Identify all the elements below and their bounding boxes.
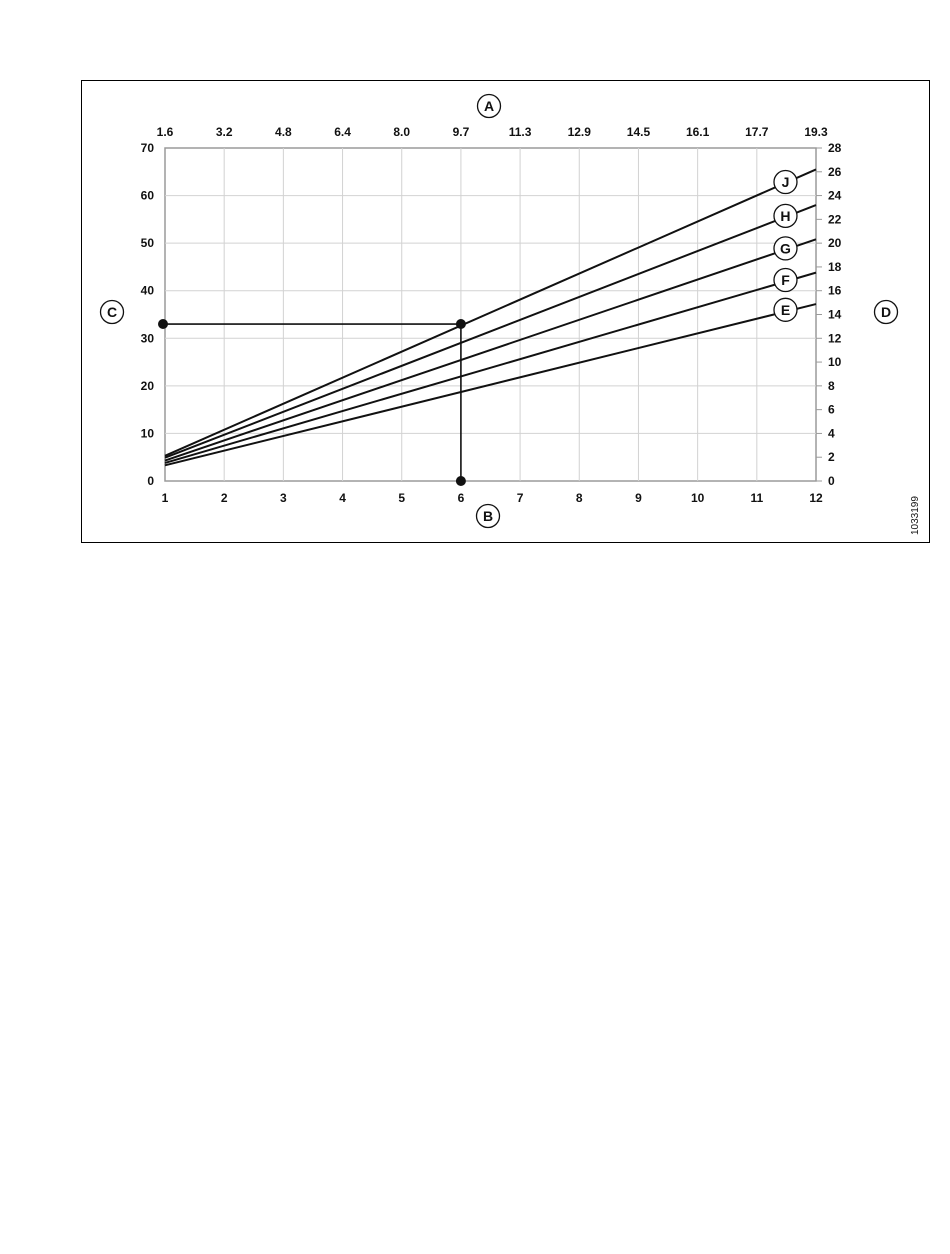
x-tick-bottom: 2: [220, 491, 228, 505]
y-tick-left: 10: [140, 426, 154, 441]
reference-marker: [158, 319, 168, 329]
x-tick-bottom: 11: [750, 491, 764, 505]
x-tick-bottom: 5: [398, 491, 406, 505]
x-tick-top: 17.7: [745, 125, 769, 139]
x-tick-top: 12.9: [567, 125, 591, 139]
y-tick-right: 6: [828, 402, 835, 417]
y-tick-left: 40: [140, 283, 154, 298]
y-tick-right: 22: [828, 212, 842, 227]
y-tick-right: 8: [828, 378, 835, 393]
series-label-f: [774, 269, 797, 292]
x-tick-bottom: 7: [516, 491, 524, 505]
svg-text:J: J: [781, 174, 790, 191]
callout-left-axis: [101, 301, 124, 324]
x-tick-top: 3.2: [215, 125, 233, 139]
y-tick-right: 26: [828, 164, 842, 179]
plot-area: [165, 148, 816, 481]
svg-text:G: G: [780, 240, 791, 257]
y-tick-right: 2: [828, 450, 835, 465]
y-tick-right: 24: [828, 188, 842, 203]
x-tick-top: 14.5: [626, 125, 651, 139]
series-label-j: [774, 171, 797, 194]
y-tick-left: 50: [140, 236, 154, 251]
x-tick-top: 4.8: [275, 125, 292, 139]
callout-bottom-axis: [477, 505, 500, 528]
x-tick-bottom: 1: [161, 491, 169, 505]
x-tick-top: 19.3: [804, 125, 828, 139]
y-tick-right: 12: [828, 331, 842, 346]
svg-text:F: F: [781, 272, 790, 289]
callout-top-axis: [478, 95, 501, 118]
y-tick-left: 30: [140, 331, 154, 346]
y-tick-right: 4: [828, 426, 835, 441]
y-tick-right: 10: [828, 355, 842, 370]
x-tick-bottom: 3: [280, 491, 287, 505]
y-tick-right: 0: [828, 474, 835, 488]
y-tick-left: 60: [140, 188, 154, 203]
figure-id: 1033199: [910, 496, 921, 535]
x-tick-bottom: 10: [690, 491, 705, 505]
x-tick-bottom: 9: [635, 491, 642, 505]
series-label-h: [774, 204, 797, 227]
x-tick-top: 11.3: [508, 125, 532, 139]
x-tick-bottom: 6: [457, 491, 465, 505]
y-tick-left: 0: [147, 474, 154, 488]
x-tick-top: 8.0: [393, 125, 411, 139]
x-tick-bottom: 4: [339, 491, 346, 505]
x-tick-bottom: 8: [575, 491, 583, 505]
y-tick-right: 14: [828, 307, 842, 322]
svg-text:A: A: [483, 98, 495, 114]
y-tick-left: 70: [140, 141, 154, 155]
y-tick-right: 18: [828, 259, 842, 274]
svg-text:D: D: [880, 304, 892, 320]
x-tick-top: 6.4: [334, 125, 351, 139]
svg-text:C: C: [106, 304, 118, 320]
y-tick-right: 16: [828, 283, 842, 298]
x-tick-bottom: 12: [809, 491, 823, 505]
svg-text:E: E: [780, 301, 791, 318]
x-tick-top: 9.7: [452, 125, 470, 139]
y-tick-left: 20: [140, 378, 154, 393]
y-tick-right: 20: [828, 236, 842, 251]
series-label-g: [774, 237, 797, 260]
x-tick-top: 16.1: [685, 125, 710, 139]
series-label-e: [774, 298, 797, 321]
svg-text:H: H: [780, 207, 791, 224]
reference-marker: [456, 319, 466, 329]
x-tick-top: 1.6: [156, 125, 174, 139]
reference-marker: [456, 476, 466, 486]
callout-right-axis: [875, 301, 898, 324]
y-tick-right: 28: [828, 141, 842, 155]
svg-text:B: B: [482, 508, 494, 524]
